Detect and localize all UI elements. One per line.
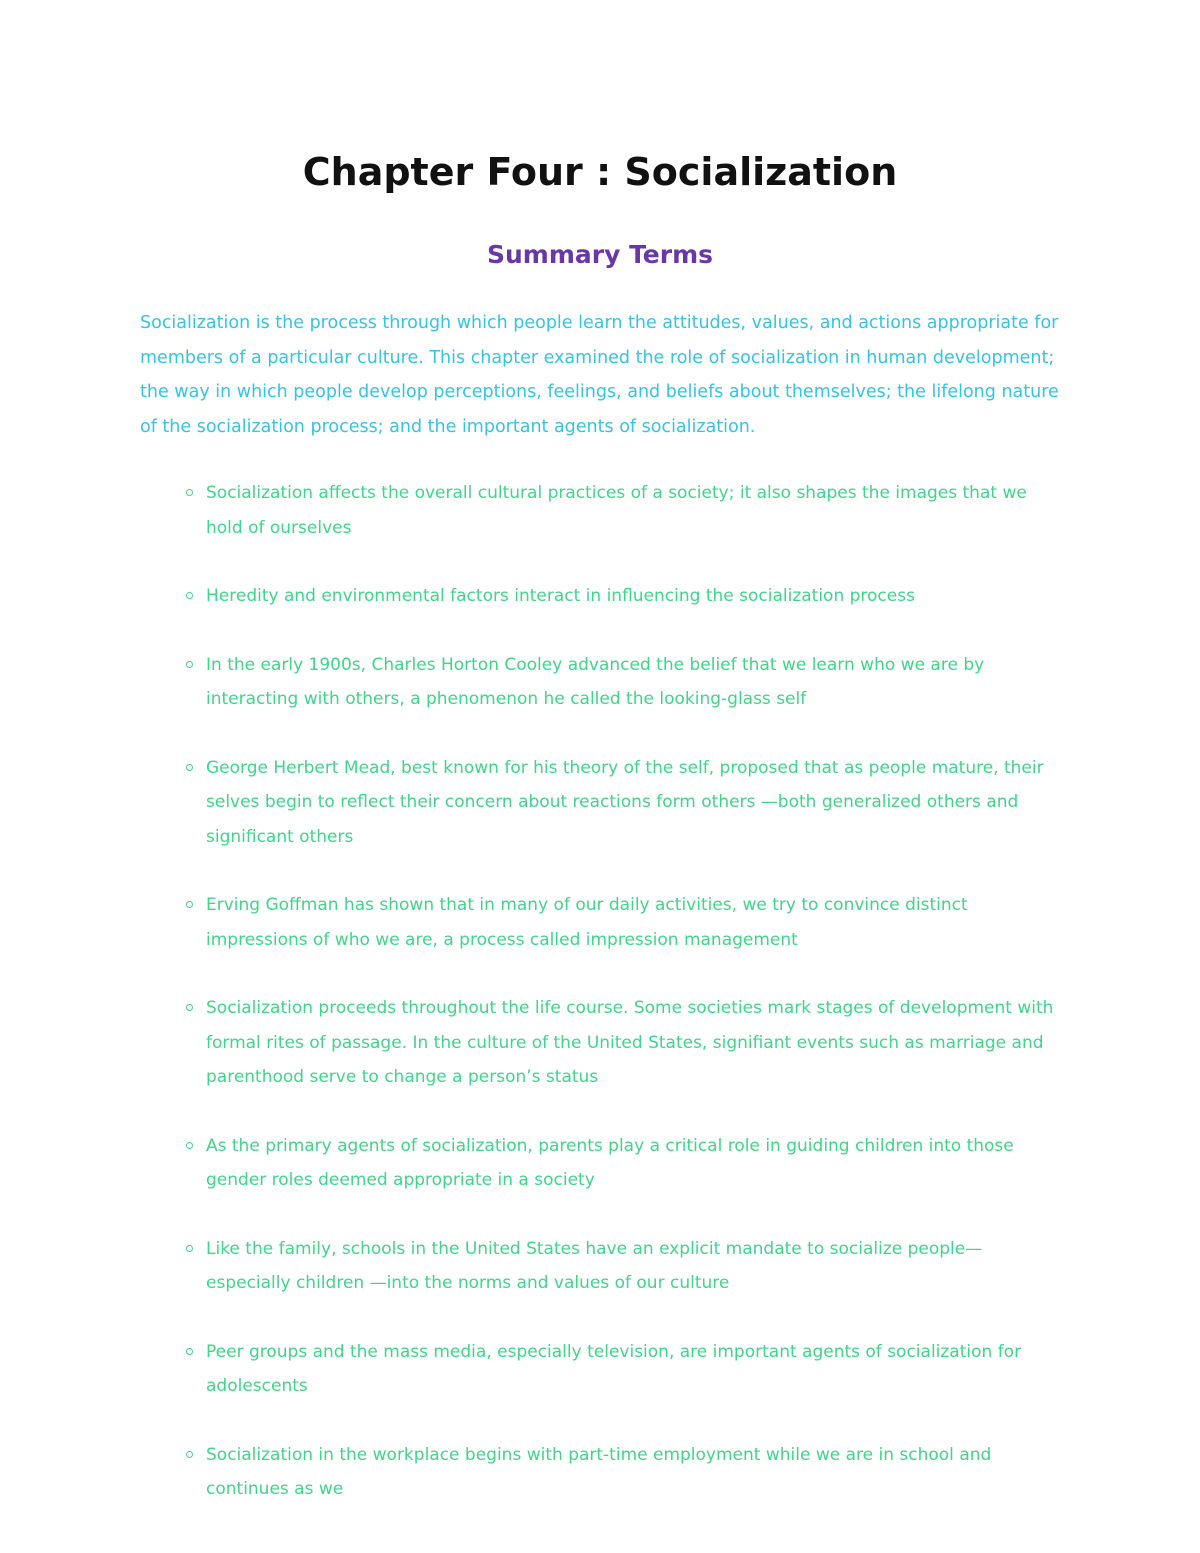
bullet-circle-icon	[186, 592, 193, 599]
bullet-circle-icon	[186, 1245, 193, 1252]
list-item	[186, 751, 1066, 855]
summary-list	[186, 476, 1066, 1541]
section-subtitle: Summary Terms	[486, 240, 714, 269]
bullet-circle-icon	[186, 661, 193, 668]
bullet-circle-icon	[186, 1004, 193, 1011]
list-item	[186, 648, 1066, 717]
list-item-text: Peer groups and the mass media, especially television, are important agents of socialization for adolescents	[206, 1341, 1022, 1396]
list-item	[186, 1335, 1066, 1404]
list-item-text: Socialization proceeds throughout the life course. Some societies mark stages of development with formal rites of passage. In the culture of the United States, signifiant events such as marriage and parenthood serve to change a person’s status	[206, 998, 1054, 1087]
list-item-text: Like the family, schools in the United States have an explicit mandate to socialize people—especially children —into the norms and values of our culture	[206, 1238, 983, 1293]
list-item	[186, 991, 1066, 1095]
page-title: Chapter Four : Socialization	[302, 150, 898, 194]
intro-paragraph: Socialization is the process through which people learn the attitudes, values, and actions appropriate for members of a particular culture. This chapter examined the role of socialization in human development; the way in which people develop perceptions, feelings, and beliefs about themselves; the lifelong nature of the socialization process; and the important agents of socialization.	[140, 313, 1059, 437]
bullet-circle-icon	[186, 1142, 193, 1149]
list-item-text: Heredity and environmental factors interact in influencing the socialization process	[206, 586, 915, 606]
list-item-text: Erving Goffman has shown that in many of our daily activities, we try to convince distinct impressions of who we are, a process called impression management	[206, 895, 968, 950]
list-item	[186, 888, 1066, 957]
list-item-text: Socialization in the workplace begins with part-time employment while we are in school and continues as we	[206, 1444, 992, 1499]
list-item	[186, 1232, 1066, 1301]
bullet-circle-icon	[186, 1451, 193, 1458]
list-item-text: In the early 1900s, Charles Horton Cooley advanced the belief that we learn who we are by interacting with others, a phenomenon he called the looking-glass self	[206, 654, 985, 709]
bullet-circle-icon	[186, 764, 193, 771]
list-item	[186, 1129, 1066, 1198]
list-item	[186, 476, 1066, 545]
list-item	[186, 1438, 1066, 1507]
bullet-circle-icon	[186, 489, 193, 496]
list-item-text: As the primary agents of socialization, parents play a critical role in guiding children into those gender roles deemed appropriate in a society	[206, 1135, 1014, 1190]
bullet-circle-icon	[186, 901, 193, 908]
list-item-text: Socialization affects the overall cultural practices of a society; it also shapes the images that we hold of ourselves	[206, 483, 1027, 538]
list-item-text: George Herbert Mead, best known for his theory of the self, proposed that as people mature, their selves begin to reflect their concern about reactions form others —both generalized others and significant others	[206, 757, 1044, 847]
list-item	[186, 579, 1066, 614]
bullet-circle-icon	[186, 1348, 193, 1355]
